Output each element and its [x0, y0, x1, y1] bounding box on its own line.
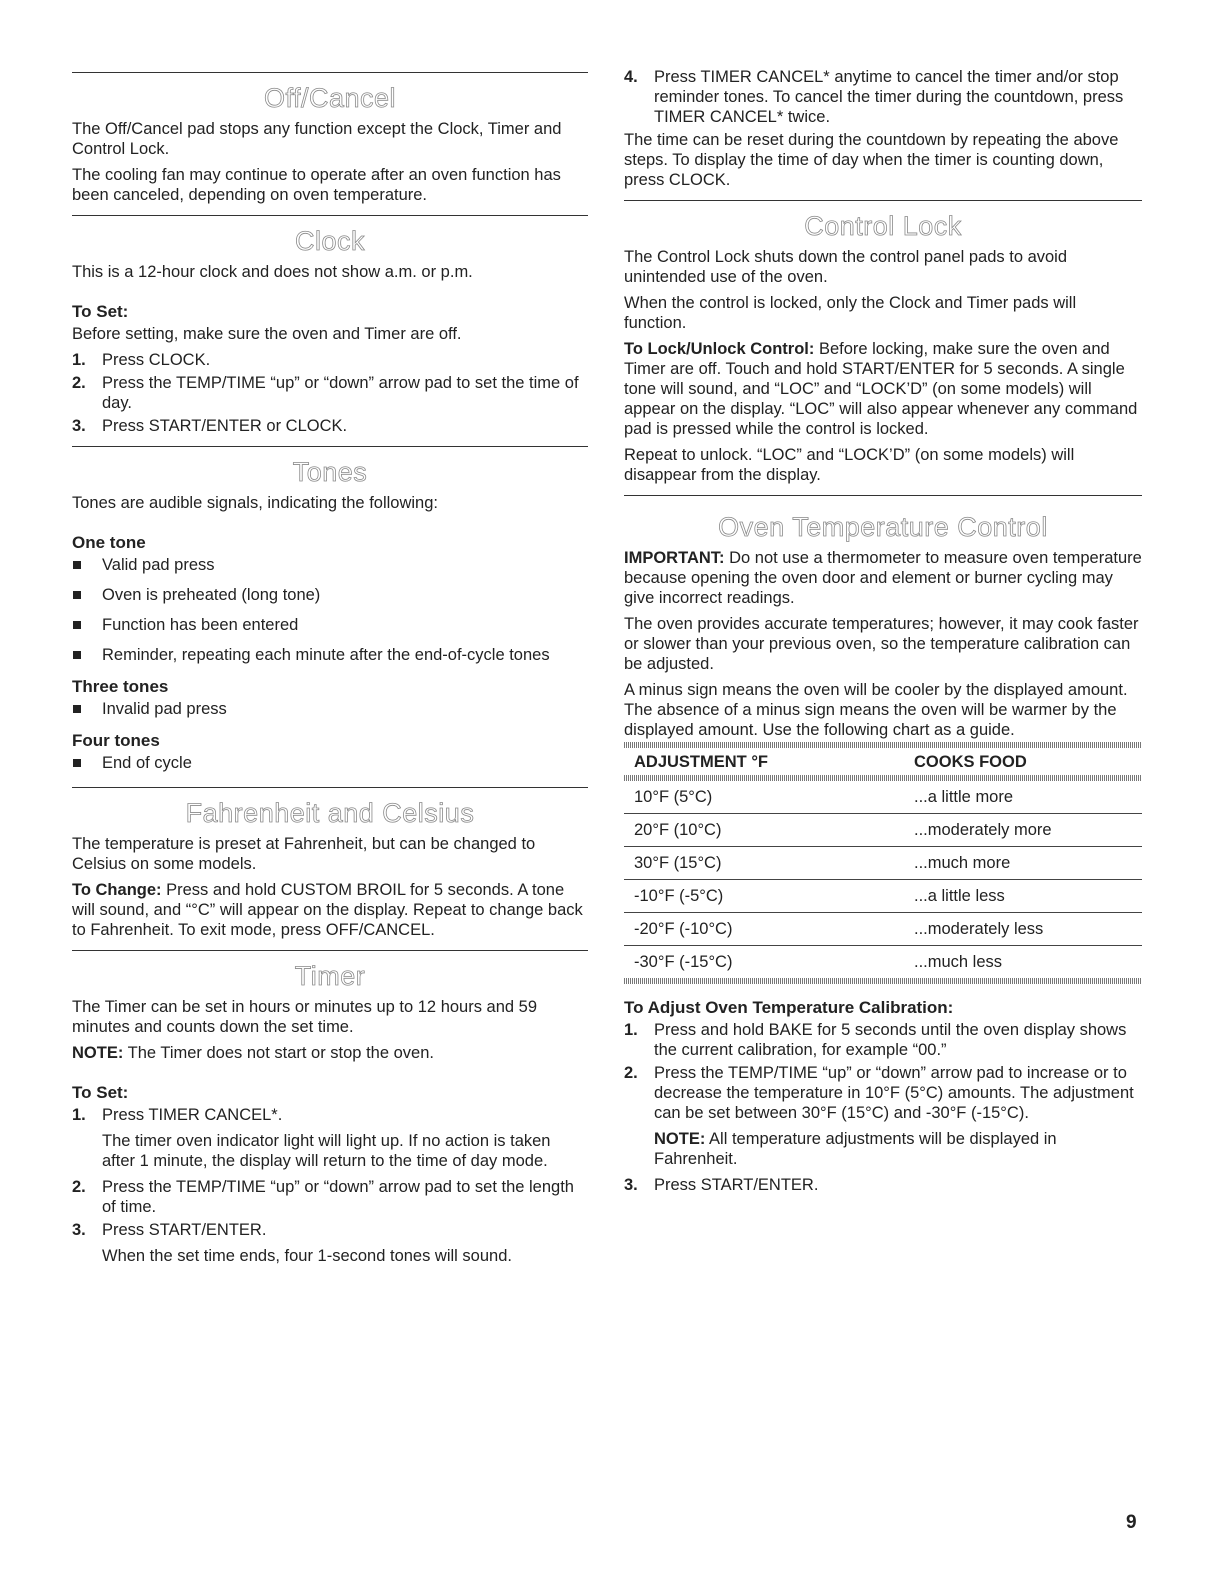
adjust-calibration-heading: To Adjust Oven Temperature Calibration: [624, 998, 954, 1017]
section-divider [624, 495, 1142, 496]
clock-to-set-heading: To Set: [72, 302, 129, 321]
calibration-step: 1. Press and hold BAKE for 5 seconds until the oven display shows the current calibration, for example “00.” [624, 1020, 1142, 1060]
timer-step-detail: The timer oven indicator light will light up. If no action is taken after 1 minute, the display will return to the time of day mode. [102, 1132, 551, 1170]
list-item [72, 555, 588, 575]
four-tones-heading: Four tones [72, 731, 160, 750]
oven-temp-paragraph: A minus sign means the oven will be cooler by the displayed amount. The absence of a minus sign means the oven will be warmer by the displayed amount. Use the following chart as a guide. [624, 681, 1128, 739]
control-lock-paragraph: When the control is locked, only the Clock and Timer pads will function. [624, 294, 1077, 332]
table-cell: ...moderately more [914, 821, 1052, 839]
table-cell: 20°F (10°C) [634, 821, 722, 839]
table-border [624, 978, 1142, 984]
step-number: 3. [72, 417, 86, 435]
tones-paragraph: Tones are audible signals, indicating the following: [72, 494, 438, 512]
section-divider [624, 200, 1142, 201]
to-change-label: To Change: [72, 881, 162, 899]
important-label: IMPORTANT: [624, 549, 725, 567]
step-text: Press the TEMP/TIME “up” or “down” arrow pad to set the time of day. [102, 374, 579, 412]
table-cell: ...much less [914, 953, 1003, 971]
list-item-text: Reminder, repeating each minute after the end-of-cycle tones [102, 646, 550, 664]
table-cell: ...a little more [914, 788, 1014, 806]
section-divider [72, 72, 588, 73]
table-row [624, 814, 1142, 847]
timer-step: 3. Press START/ENTER. [72, 1220, 588, 1240]
control-lock-paragraph: The Control Lock shuts down the control panel pads to avoid unintended use of the oven. [624, 248, 1068, 286]
clock-paragraph: This is a 12-hour clock and does not show a.m. or p.m. [72, 263, 473, 281]
note-label: NOTE: [654, 1130, 706, 1148]
table-row [624, 913, 1142, 946]
list-item [72, 615, 588, 635]
table-cell: -30°F (-15°C) [634, 953, 733, 971]
bullet-icon [72, 615, 102, 635]
lock-unlock-text: Before locking, make sure the oven and Timer are off. Touch and hold START/ENTER for 5 seconds. A single tone will sound, and “LOC” and “LOCK’D” (on some models) will appear on the display. “LOC” will also appear whenever any command pad is pressed while the control is locked. [624, 340, 1138, 438]
table-cell: 30°F (15°C) [634, 854, 722, 872]
adjustment-table [624, 742, 1142, 984]
control-lock-paragraph: Repeat to unlock. “LOC” and “LOCK’D” (on some models) will disappear from the display. [624, 446, 1075, 484]
table-cell: 10°F (5°C) [634, 788, 713, 806]
bullet-icon [72, 645, 102, 665]
bullet-icon [72, 585, 102, 605]
list-item [72, 699, 588, 719]
list-item [72, 645, 588, 665]
control-lock-instructions [624, 339, 1142, 439]
list-item-text: Invalid pad press [102, 700, 227, 718]
column-header: COOKS FOOD [914, 753, 1027, 771]
step-text: Press the TEMP/TIME “up” or “down” arrow pad to increase or to decrease the temperature in 10°F (5°C) amounts. The adjustment can be set between 30°F (15°C) and -30°F (-15°C). [654, 1064, 1134, 1122]
timer-heading: Timer [294, 961, 366, 991]
section-divider [72, 787, 588, 788]
left-column [72, 0, 588, 1272]
timer-step: 2. Press the TEMP/TIME “up” or “down” arrow pad to set the length of time. [72, 1177, 588, 1217]
step-number: 2. [72, 374, 86, 392]
one-tone-heading: One tone [72, 533, 146, 552]
bullet-icon [72, 555, 102, 575]
calibration-step: 3. Press START/ENTER. [624, 1175, 1142, 1195]
table-row [624, 880, 1142, 913]
timer-note [72, 1043, 588, 1063]
section-divider [72, 446, 588, 447]
table-row [624, 847, 1142, 880]
lock-unlock-label: To Lock/Unlock Control: [624, 340, 815, 358]
step-text: Press START/ENTER or CLOCK. [102, 417, 348, 435]
clock-step [72, 373, 588, 413]
step-text: Press CLOCK. [102, 351, 211, 369]
clock-intro: Before setting, make sure the oven and Timer are off. [72, 325, 462, 343]
step-number: 1. [72, 351, 86, 369]
bullet-icon [72, 699, 102, 719]
calibration-step: 2. Press the TEMP/TIME “up” or “down” arrow pad to increase or to decrease the temperature in 10°F (5°C) amounts. The adjustment can be set between 30°F (15°C) and -30°F (-15°C). [624, 1063, 1142, 1123]
tones-heading: Tones [292, 457, 368, 487]
bullet-icon [72, 753, 102, 773]
note-text: All temperature adjustments will be displayed in Fahrenheit. [654, 1130, 1057, 1168]
list-item [72, 585, 588, 605]
table-header [624, 748, 1142, 775]
list-item [72, 753, 588, 773]
clock-step [72, 416, 588, 436]
section-divider [72, 950, 588, 951]
step-text: Press TIMER CANCEL* anytime to cancel the timer and/or stop reminder tones. To cancel the timer during the countdown, press TIMER CANCEL* twice. [654, 68, 1124, 126]
step-text: Press START/ENTER. [102, 1221, 267, 1239]
table-cell: ...a little less [914, 887, 1005, 905]
page-number: 9 [1126, 1512, 1137, 1533]
timer-paragraph: The Timer can be set in hours or minutes up to 12 hours and 59 minutes and counts down the set time. [72, 998, 538, 1036]
timer-step: 1. Press TIMER CANCEL*. [72, 1105, 588, 1125]
fahrenheit-celsius-heading: Fahrenheit and Celsius [185, 798, 475, 828]
step-text: Press START/ENTER. [654, 1176, 819, 1194]
important-text: Do not use a thermometer to measure oven temperature because opening the oven door and element or burner cycling may give incorrect readings. [624, 549, 1142, 607]
note-label: NOTE: [72, 1044, 124, 1062]
control-lock-heading: Control Lock [804, 211, 962, 241]
three-tones-heading: Three tones [72, 677, 169, 696]
timer-to-set-heading: To Set: [72, 1083, 129, 1102]
timer-step [624, 67, 1142, 127]
oven-temp-paragraph: The oven provides accurate temperatures; however, it may cook faster or slower than your previous oven, so the temperature calibration can be adjusted. [624, 615, 1139, 673]
table-cell: -20°F (-10°C) [634, 920, 733, 938]
list-item-text: End of cycle [102, 754, 192, 772]
step-text: Press the TEMP/TIME “up” or “down” arrow pad to set the length of time. [102, 1178, 574, 1216]
calibration-note [654, 1129, 1142, 1169]
off-cancel-paragraph: The Off/Cancel pad stops any function except the Clock, Timer and Control Lock. [72, 120, 562, 158]
section-divider [72, 215, 588, 216]
off-cancel-heading: Off/Cancel [263, 83, 397, 113]
column-header: ADJUSTMENT °F [634, 753, 769, 771]
important-paragraph [624, 548, 1142, 608]
timer-step-detail: When the set time ends, four 1-second tones will sound. [102, 1247, 512, 1265]
step-text: Press TIMER CANCEL*. [102, 1106, 283, 1124]
clock-heading: Clock [294, 226, 365, 256]
oven-temperature-heading: Oven Temperature Control [718, 512, 1048, 542]
table-cell: -10°F (-5°C) [634, 887, 724, 905]
fahrenheit-paragraph: The temperature is preset at Fahrenheit, but can be changed to Celsius on some models. [72, 835, 536, 873]
note-text: The Timer does not start or stop the oven. [123, 1044, 434, 1062]
table-cell: ...moderately less [914, 920, 1044, 938]
step-text: Press and hold BAKE for 5 seconds until the oven display shows the current calibration, for example “00.” [654, 1021, 1127, 1059]
timer-reset-paragraph: The time can be reset during the countdown by repeating the above steps. To display the time of day when the timer is counting down, press CLOCK. [624, 131, 1119, 189]
step-number: 4. [624, 68, 638, 86]
fahrenheit-change-paragraph [72, 880, 588, 940]
clock-step [72, 350, 588, 370]
list-item-text: Function has been entered [102, 616, 299, 634]
table-row [624, 781, 1142, 814]
table-row [624, 946, 1142, 978]
to-change-text: Press and hold CUSTOM BROIL for 5 seconds. A tone will sound, and “°C” will appear on the display. Repeat to change back to Fahrenheit. To exit mode, press OFF/CANCEL. [72, 881, 583, 939]
table-cell: ...much more [914, 854, 1011, 872]
list-item-text: Valid pad press [102, 556, 215, 574]
off-cancel-paragraph: The cooling fan may continue to operate after an oven function has been canceled, depending on oven temperature. [72, 166, 561, 204]
right-column [624, 0, 1142, 1198]
list-item-text: Oven is preheated (long tone) [102, 586, 321, 604]
